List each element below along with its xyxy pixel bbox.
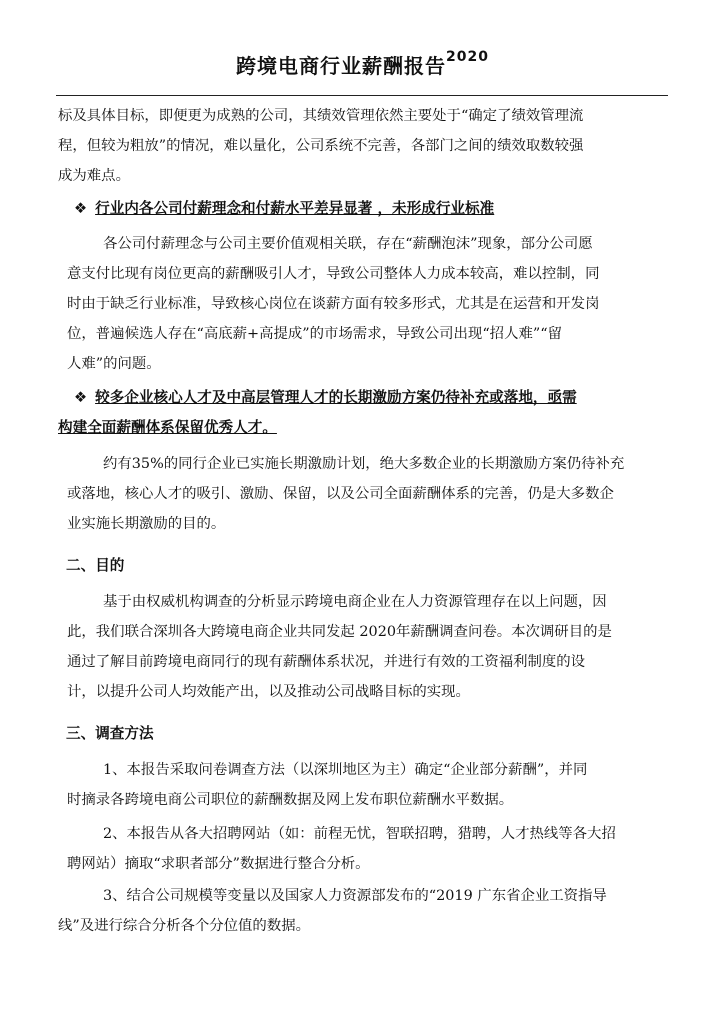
paragraph-line: 位，普遍候选人存在“高底薪+高提成”的市场需求，导致公司出现“招人难”“留 [67,326,562,342]
paragraph-line: 或落地，核心人才的吸引、激励、保留，以及公司全面薪酬体系的完善，仍是大多数企 [67,486,614,502]
paragraph-line: 意支付比现有岗位更高的薪酬吸引人才，导致公司整体人力成本较高，难以控制，同 [67,266,600,282]
paragraph-line: 3、结合公司规模等变量以及国家人力资源部发布的“2019 广东省企业工资指导 [103,888,607,904]
paragraph-line: 成为难点。 [58,168,130,184]
paragraph-line: 业实施长期激励的目的。 [67,516,226,532]
bullet-text: 较多企业核心人才及中高层管理人才的长期激励方案仍待补充或落地，亟需 [95,389,577,406]
paragraph-line: 程，但较为粗放”的情况，难以量化，公司系统不完善，各部门之间的绩效取数较强 [58,138,584,154]
diamond-bullet-icon: ❖ [74,200,88,217]
section-heading-methods: 三、调查方法 [66,725,154,742]
bullet-heading [74,197,494,218]
paragraph-line: 基于由权威机构调查的分析显示跨境电商企业在人力资源管理存在以上问题，因 [103,594,607,610]
paragraph-line: 线”及进行综合分析各个分位值的数据。 [58,918,310,934]
bullet-heading-continued: 构建全面薪酬体系保留优秀人才。 [58,419,277,436]
paragraph-line: 计，以提升公司人均效能产出，以及推动公司战略目标的实现。 [67,684,470,700]
paragraph-line: 通过了解目前跨境电商同行的现有薪酬体系状况，并进行有效的工资福利制度的设 [67,654,586,670]
paragraph-line: 各公司付薪理念与公司主要价值观相关联，存在“薪酬泡沫”现象，部分公司愿 [103,236,593,252]
bullet-text: 行业内各公司付薪理念和付薪水平差异显著 ，未形成行业标准 [95,200,495,217]
paragraph-line: 2、本报告从各大招聘网站（如：前程无忧，智联招聘，猎聘，人才热线等各大招 [103,826,616,842]
paragraph-line: 1、本报告采取问卷调查方法（以深圳地区为主）确定“企业部分薪酬”，并同 [103,762,588,778]
diamond-bullet-icon: ❖ [74,389,88,406]
paragraph-line: 时摘录各跨境电商公司职位的薪酬数据及网上发布职位薪酬水平数据。 [67,792,514,808]
paragraph-line: 约有35%的同行企业已实施长期激励计划，绝大多数企业的长期激励方案仍待补充 [103,456,625,472]
section-heading-purpose: 二、目的 [66,557,125,574]
bullet-heading [74,386,577,407]
report-year: 2020 [446,49,489,66]
report-title: 跨境电商行业薪酬报告 [236,54,447,78]
paragraph-line: 人难”的问题。 [67,356,161,372]
paragraph-line: 标及具体目标，即便更为成熟的公司，其绩效管理依然主要处于“确定了绩效管理流 [58,108,584,124]
paragraph-line: 聘网站）摘取“求职者部分”数据进行整合分析。 [67,856,370,872]
paragraph-line: 时由于缺乏行业标准，导致核心岗位在谈薪方面有较多形式，尤其是在运营和开发岗 [67,296,600,312]
header-rule [56,95,668,96]
paragraph-line: 此，我们联合深圳各大跨境电商企业共同发起 2020年薪酬调查问卷。本次调研目的是 [67,624,612,640]
page-title [0,50,725,79]
